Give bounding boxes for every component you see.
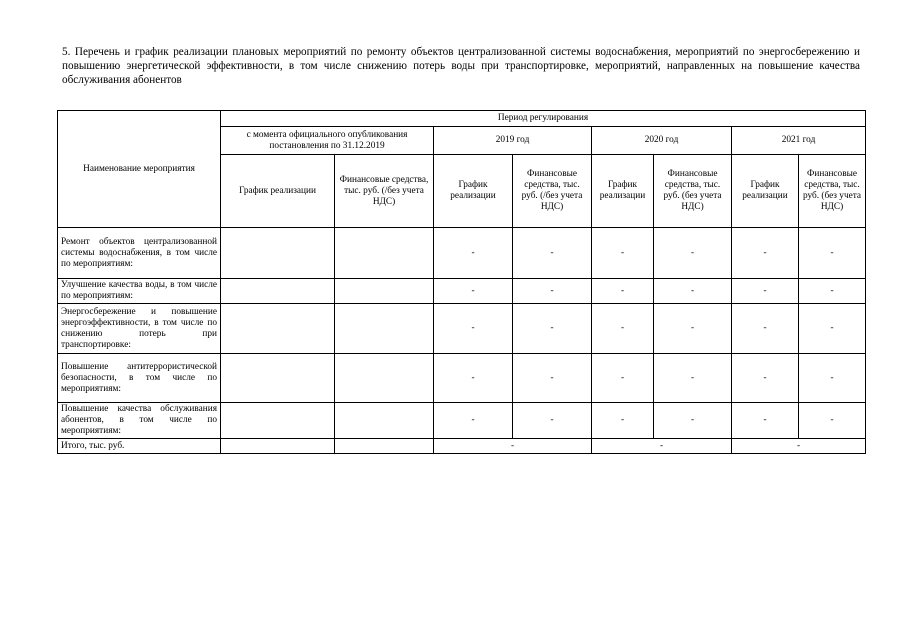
total-label: Итого, тыс. руб.	[58, 439, 221, 454]
table-cell: -	[434, 228, 513, 279]
subheader-schedule: График реализации	[592, 155, 654, 228]
table-cell: -	[592, 304, 654, 354]
table-cell	[335, 403, 434, 439]
total-cell	[335, 439, 434, 454]
table-cell: -	[732, 403, 799, 439]
subheader-schedule: График реализации	[221, 155, 335, 228]
total-cell-2019: -	[434, 439, 592, 454]
table-cell: -	[732, 354, 799, 403]
period-header: Период регулирования	[221, 111, 866, 127]
subheader-finance: Финансовые средства, тыс. руб. (/без учета НДС)	[335, 155, 434, 228]
table-cell: -	[799, 279, 866, 304]
subheader-finance: Финансовые средства, тыс. руб. (/без учета НДС)	[513, 155, 592, 228]
document-heading: 5. Перечень и график реализации плановых мероприятий по ремонту объектов централизованной системы водоснабжения, мероприятий по энергосбережению и повышению энергетической эффективности, в том числе снижению потерь воды при транспортировке, мероприятий, направленных на повышение качества обслуживания абонентов	[62, 46, 860, 86]
table-cell	[221, 228, 335, 279]
table-cell: -	[654, 228, 732, 279]
measure-name: Энергосбережение и повышение энергоэффективности, в том числе по снижению потерь при транспортировке:	[58, 304, 221, 354]
table-cell	[221, 403, 335, 439]
table-cell: -	[654, 403, 732, 439]
table-cell: -	[654, 354, 732, 403]
table-cell: -	[732, 279, 799, 304]
period-header-2021: 2021 год	[732, 127, 866, 155]
table-cell: -	[799, 228, 866, 279]
measure-name: Повышение антитеррористической безопасности, в том числе по мероприятиям:	[58, 354, 221, 403]
table-cell: -	[732, 228, 799, 279]
table-cell: -	[799, 354, 866, 403]
measures-table	[57, 110, 866, 454]
table-cell: -	[513, 403, 592, 439]
total-cell-2020: -	[592, 439, 732, 454]
table-cell: -	[592, 279, 654, 304]
table-cell: -	[592, 354, 654, 403]
table-row	[58, 403, 866, 439]
period-header-2019: 2019 год	[434, 127, 592, 155]
measure-name: Ремонт объектов централизованной системы водоснабжения, в том числе по мероприятиям:	[58, 228, 221, 279]
table-cell	[221, 354, 335, 403]
table-cell: -	[434, 403, 513, 439]
total-cell	[221, 439, 335, 454]
table-row	[58, 354, 866, 403]
table-cell	[221, 304, 335, 354]
table-cell	[335, 354, 434, 403]
table-cell	[335, 279, 434, 304]
table-cell: -	[513, 354, 592, 403]
period-header-initial: с момента официального опубликования постановления по 31.12.2019	[221, 127, 434, 155]
table-cell: -	[513, 304, 592, 354]
total-cell-2021: -	[732, 439, 866, 454]
table-cell: -	[513, 279, 592, 304]
table-cell: -	[434, 279, 513, 304]
table-cell	[221, 279, 335, 304]
table-cell	[335, 228, 434, 279]
table-cell: -	[654, 279, 732, 304]
total-row	[58, 439, 866, 454]
table-row	[58, 304, 866, 354]
table-cell: -	[513, 228, 592, 279]
subheader-finance: Финансовые средства, тыс. руб. (без учета НДС)	[654, 155, 732, 228]
subheader-schedule: График реализации	[434, 155, 513, 228]
table-cell: -	[654, 304, 732, 354]
table-cell: -	[799, 403, 866, 439]
subheader-schedule: График реализации	[732, 155, 799, 228]
period-header-2020: 2020 год	[592, 127, 732, 155]
table-cell: -	[799, 304, 866, 354]
table-cell: -	[592, 403, 654, 439]
measure-name: Улучшение качества воды, в том числе по мероприятиям:	[58, 279, 221, 304]
table-cell: -	[434, 304, 513, 354]
table-cell	[335, 304, 434, 354]
table-row	[58, 279, 866, 304]
subheader-finance: Финансовые средства, тыс. руб. (без учета НДС)	[799, 155, 866, 228]
table-cell: -	[592, 228, 654, 279]
measure-name: Повышение качества обслуживания абонентов, в том числе по мероприятиям:	[58, 403, 221, 439]
name-column-header: Наименование мероприятия	[58, 111, 221, 228]
table-cell: -	[732, 304, 799, 354]
table-row	[58, 228, 866, 279]
table-cell: -	[434, 354, 513, 403]
